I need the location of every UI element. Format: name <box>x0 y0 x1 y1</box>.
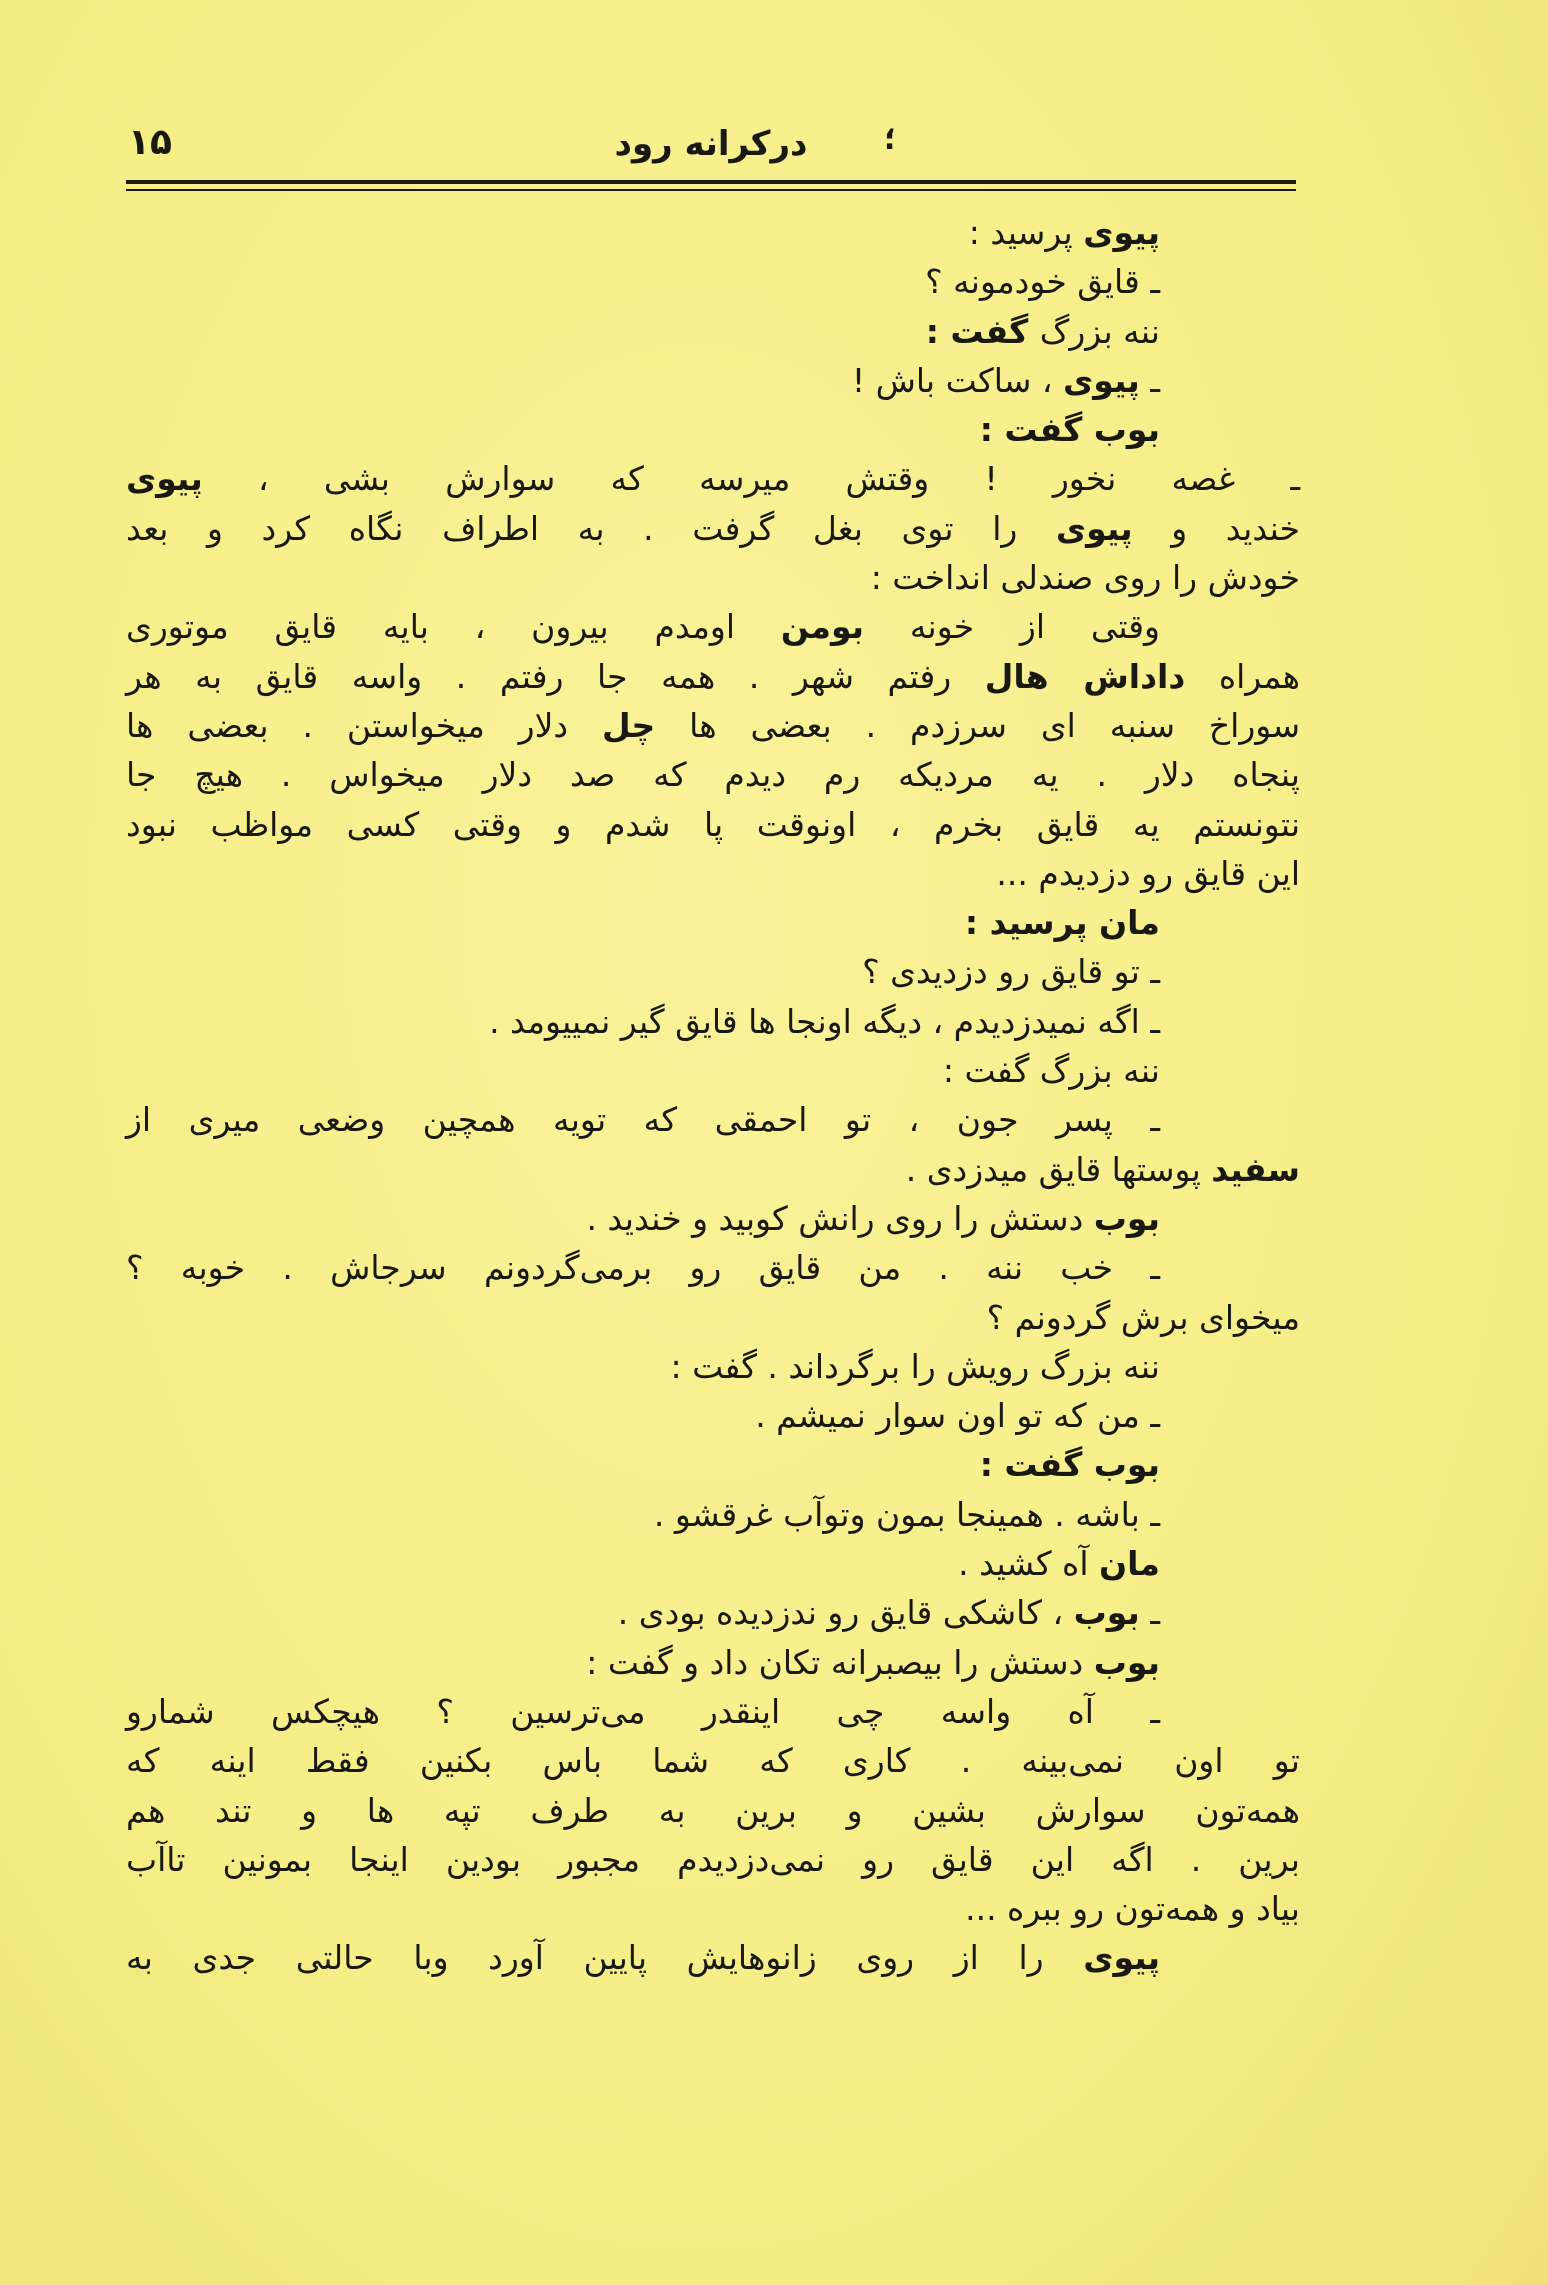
bold-name: پیوی <box>1083 213 1160 252</box>
text-line <box>126 1933 1300 1982</box>
text-line <box>126 257 1300 306</box>
text-run: ننه بزرگ گفت : <box>942 1051 1160 1091</box>
text-line <box>126 1490 1300 1539</box>
text-line <box>126 1046 1300 1095</box>
header-rule-thick <box>126 180 1296 184</box>
text-run: ، ساکت باش ! <box>851 360 1064 400</box>
text-run: وقتی از خونه <box>864 607 1160 647</box>
text-run: را توی بغل گرفت . به اطراف نگاه کرد و بعد <box>126 508 1056 548</box>
text-run: ، کاشکی قایق رو ندزدیده بودی . <box>617 1593 1074 1633</box>
text-run: ـ پسر جون ، تو احمقی که تویه همچین وضعی میری از <box>126 1100 1160 1140</box>
text-run: خودش را روی صندلی انداخت : <box>870 558 1300 598</box>
text-line <box>126 454 1300 503</box>
text-run: ـ قایق خودمونه ؟ <box>925 262 1160 302</box>
bold-name: پیوی <box>1083 1938 1160 1978</box>
text-run: همراه <box>1185 656 1300 696</box>
text-run: بیاد و همه‌تون رو ببره ... <box>965 1889 1300 1929</box>
bold-name: بوب گفت : <box>979 410 1160 450</box>
text-line <box>126 1539 1300 1588</box>
text-line <box>126 602 1300 651</box>
bold-name: پیوی <box>1055 508 1133 548</box>
bold-name: پیوی <box>126 459 203 499</box>
text-run: ـ تو قایق رو دزدیدی ؟ <box>862 952 1160 992</box>
text-run: اومدم بیرون ، بایه قایق موتوری <box>126 607 781 647</box>
header-rule-thin <box>126 189 1296 191</box>
text-run: دلار میخواستن . بعضی ها <box>126 705 602 745</box>
bold-name: بوب <box>1093 1198 1160 1238</box>
text-run: ـ اگه نمیدزدیدم ، دیگه اونجا ها قایق گیر نمییومد . <box>489 1001 1160 1041</box>
text-line <box>126 356 1300 405</box>
text-line <box>126 504 1300 553</box>
text-line <box>126 208 1300 257</box>
bold-name: بوب گفت : <box>979 1445 1160 1485</box>
text-line <box>126 849 1300 898</box>
text-line <box>126 1194 1300 1243</box>
text-line <box>126 1145 1300 1194</box>
text-line <box>126 1243 1300 1292</box>
text-run: ـ من که تو اون سوار نمیشم . <box>755 1396 1160 1436</box>
text-line <box>126 1342 1300 1391</box>
text-line <box>126 1293 1300 1342</box>
text-line <box>126 997 1300 1046</box>
text-run: ـ خب ننه . من قایق رو برمی‌گردونم سرجاش . خوبه ؟ <box>126 1248 1160 1288</box>
bold-name: داداش هال <box>984 656 1186 696</box>
text-line <box>126 1884 1300 1933</box>
text-line <box>126 701 1300 750</box>
bold-name: بومن <box>780 607 865 647</box>
text-run: این قایق رو دزدیدم ... <box>996 853 1300 893</box>
text-run: ننه بزرگ <box>1039 311 1160 351</box>
text-run: پنجاه دلار . یه مردیکه رم دیدم که صد دلار میخواس . هیچ جا <box>126 755 1300 795</box>
text-run: ـ <box>1139 1593 1160 1633</box>
text-run: همه‌تون سوارش بشین و برین به طرف تپه ها و تند هم <box>126 1790 1300 1830</box>
bold-name: پیوی <box>1063 360 1140 400</box>
body-text <box>126 208 1300 1983</box>
text-run: نتونستم یه قایق بخرم ، اونوقت پا شدم و وقتی کسی مواظب نبود <box>126 804 1300 844</box>
bold-name: سفید <box>1211 1149 1300 1189</box>
bold-name: چل <box>602 705 656 745</box>
text-line <box>126 750 1300 799</box>
text-line <box>126 1638 1300 1687</box>
text-line <box>126 405 1300 454</box>
text-run: برین . اگه این قایق رو نمی‌دزدیدم مجبور بودین اینجا بمونین تاآب <box>126 1839 1300 1879</box>
text-line <box>126 898 1300 947</box>
text-line <box>126 1588 1300 1637</box>
text-line <box>126 1835 1300 1884</box>
running-title: درکرانه رود <box>614 124 808 164</box>
text-run: دستش را بیصبرانه تکان داد و گفت : <box>586 1642 1094 1682</box>
text-run: آه کشید . <box>958 1544 1099 1584</box>
text-run: پوستها قایق میدزدی . <box>905 1149 1212 1189</box>
text-line <box>126 800 1300 849</box>
text-line <box>126 1440 1300 1489</box>
header-mark: ؛ <box>884 122 896 157</box>
text-line <box>126 1391 1300 1440</box>
bold-name: مان <box>1099 1544 1160 1584</box>
text-run: رفتم شهر . همه جا رفتم . واسه قایق به هر <box>126 656 985 696</box>
text-run: پرسید : <box>968 213 1084 252</box>
page-number: ۱۵ <box>128 122 172 163</box>
text-run: میخوای برش گردونم ؟ <box>986 1297 1300 1337</box>
text-line <box>126 1687 1300 1736</box>
running-header <box>128 118 1294 178</box>
bold-name: مان پرسید : <box>964 903 1160 943</box>
text-line <box>126 553 1300 602</box>
text-run: تو اون نمی‌بینه . کاری که شما باس بکنین فقط اینه که <box>126 1741 1300 1781</box>
bold-name: بوب <box>1073 1593 1140 1633</box>
text-run: ننه بزرگ رویش را برگرداند . گفت : <box>670 1346 1160 1386</box>
text-line <box>126 1736 1300 1785</box>
text-run: را از روی زانوهایش پایین آورد وبا حالتی جدی به <box>126 1938 1084 1978</box>
text-run: سوراخ سنبه ای سرزدم . بعضی ها <box>655 705 1300 745</box>
text-run: ـ باشه . همینجا بمون وتوآب غرقشو . <box>653 1494 1160 1534</box>
text-line <box>126 947 1300 996</box>
text-line <box>126 1095 1300 1144</box>
text-line <box>126 307 1300 356</box>
text-run: خندید و <box>1132 508 1300 548</box>
text-line <box>126 1786 1300 1835</box>
text-line <box>126 652 1300 701</box>
bold-name: گفت : <box>925 311 1040 351</box>
text-run: ـ غصه نخور ! وقتش میرسه که سوارش بشی ، <box>202 459 1300 499</box>
text-run: ـ آه واسه چی اینقدر می‌ترسین ؟ هیچکس شمارو <box>126 1691 1160 1731</box>
bold-name: بوب <box>1093 1642 1160 1682</box>
text-run: دستش را روی رانش کوبید و خندید . <box>586 1198 1094 1238</box>
text-run: ـ <box>1139 360 1160 400</box>
